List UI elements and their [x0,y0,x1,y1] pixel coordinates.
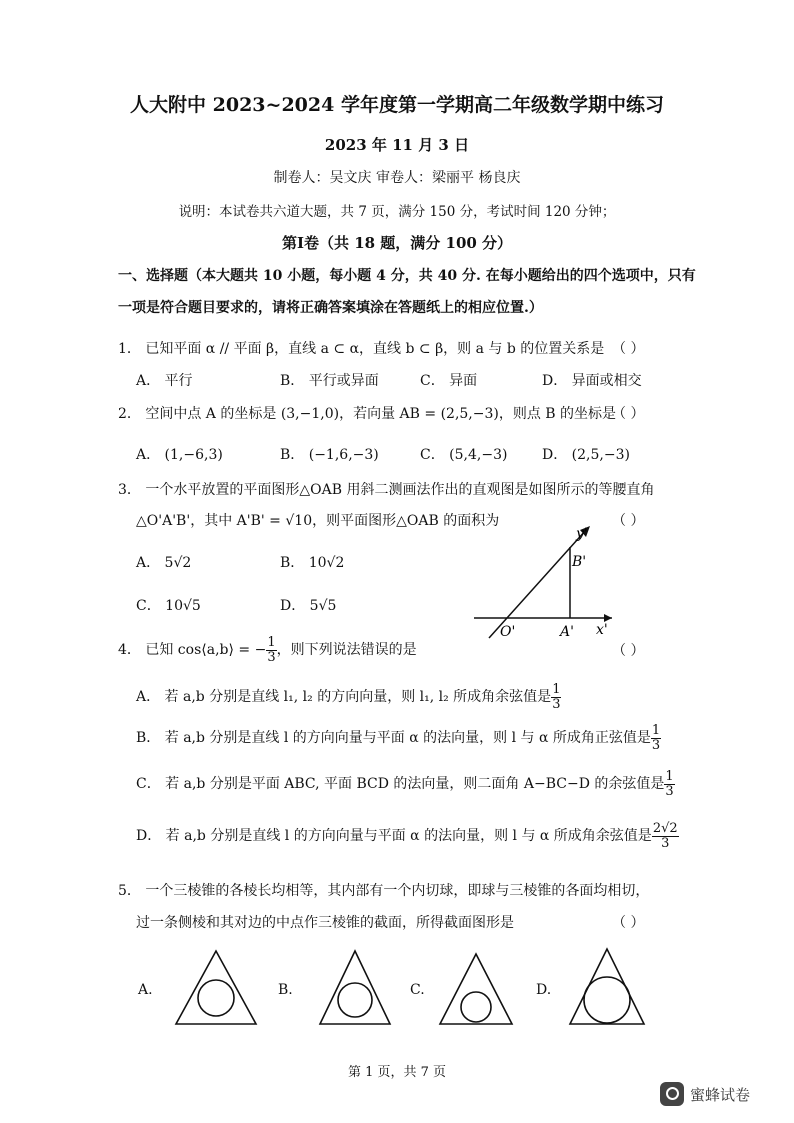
q3-option-a: A． 5√2 [136,555,192,571]
watermark-logo-icon [660,1082,684,1106]
q1-stem: 1． 已知平面 α // 平面 β，直线 a ⊂ α，直线 b ⊂ β，则 a 与 b 的位置关系是 [118,341,605,357]
q2-option-a: A． (1,−6,3) [136,447,223,463]
label-a: A' [560,624,574,640]
q4-stem-den: 3 [267,649,276,665]
q4-option-c-num: 1 [665,769,674,784]
q1-option-a: A． 平行 [136,373,193,389]
q4-option-a-text: A． 若 a,b 分别是直线 l₁, l₂ 的方向向量，则 l₁, l₂ 所成角余弦值是 [136,689,552,706]
q5-option-b-triangle [320,951,390,1024]
q5-option-a-label: A. [138,982,153,998]
q3-option-c: C． 10√5 [136,598,201,614]
q5-stem-line1: 5． 一个三棱锥的各棱长均相等，其内部有一个内切球，即球与三棱锥的各面均相切， [118,883,650,899]
q4-option-d-text: D． 若 a,b 分别是直线 l 的方向向量与平面 α 的法向量，则 l 与 α 所成角余弦值是 [136,828,652,845]
q3-stem-line2: △O'A'B'，其中 A'B' = √10，则平面图形△OAB 的面积为 [136,513,500,529]
q3-stem-line1: 3． 一个水平放置的平面图形△OAB 用斜二测画法作出的直观图是如图所示的等腰直角 [118,482,655,498]
q1-answer-paren: （ ） [612,341,645,357]
label-x: x' [596,622,608,638]
q5-option-c-circle [461,992,491,1022]
q5-option-d-label: D. [536,982,552,998]
section-heading: 第Ⅰ卷（共 18 题，满分 100 分） [281,234,513,252]
part1-instructions-line2: 一项是符合题目要求的，请将正确答案填涂在答题纸上的相应位置.） [118,300,543,316]
q2-answer-paren: （ ） [612,406,645,422]
q5-option-b-circle [338,983,372,1017]
q2-option-d: D． (2,5,−3) [542,447,630,463]
q4-option-c-text: C． 若 a,b 分别是平面 ABC, 平面 BCD 的法向量，则二面角 A−BC−D 的余弦值是 [136,776,665,793]
exam-note: 说明：本试卷共六道大题，共 7 页，满分 150 分，考试时间 120 分钟； [178,204,616,220]
q5-option-d-circle [584,977,630,1023]
q4-option-b-text: B． 若 a,b 分别是直线 l 的方向向量与平面 α 的法向量，则 l 与 α 所成角正弦值是 [136,730,651,747]
q5-option-c-triangle [440,954,512,1024]
label-o: O' [500,624,516,640]
part1-instructions-line1: 一、选择题（本大题共 10 小题，每小题 4 分，共 40 分. 在每小题给出的四个选项中，只有 [118,268,696,284]
exam-date: 2023 年 11 月 3 日 [324,136,470,154]
q4-answer-paren: （ ） [612,643,645,659]
q4-option-a-den: 3 [552,696,561,712]
q4-option-b-num: 1 [651,723,661,738]
q5-option-a-triangle [176,951,256,1024]
q5-stem-line2: 过一条侧棱和其对边的中点作三棱锥的截面，所得截面图形是 [136,915,514,931]
q4-option-c-den: 3 [665,783,674,799]
q1-option-c: C． 异面 [420,373,478,389]
q4-stem-pre: 4． 已知 cos⟨a,b⟩ = − [118,642,267,659]
q4-option-d-num: 2√2 [652,821,678,836]
q4-stem-post: ，则下列说法错误的是 [276,642,417,659]
q2-stem: 2． 空间中点 A 的坐标是 (3,−1,0)，若向量 AB = (2,5,−3)，则点 B 的坐标是 [118,406,617,422]
exam-authors: 制卷人：吴文庆 审卷人：梁丽平 杨良庆 [273,170,521,186]
label-b: B' [572,554,587,570]
q5-option-a-circle [198,980,234,1016]
watermark-text: 蜜蜂试卷 [690,1085,751,1104]
q4-stem-num: 1 [267,635,276,650]
q1-option-d: D． 异面或相交 [542,373,642,389]
q1-option-b: B． 平行或异面 [280,373,379,389]
q4-option-a-num: 1 [552,682,561,697]
q3-option-b: B． 10√2 [280,555,345,571]
q4-option-d-den: 3 [661,835,670,851]
watermark [660,1082,750,1106]
q5-answer-paren: （ ） [612,915,645,931]
q2-option-b: B． (−1,6,−3) [280,447,379,463]
q3-answer-paren: （ ） [612,513,645,529]
q5-option-b-label: B. [278,982,293,998]
q2-option-c: C． (5,4,−3) [420,447,508,463]
label-y: y' [576,526,588,542]
q5-option-c-label: C. [410,982,425,998]
q5-option-d-triangle [570,949,644,1024]
exam-title: 人大附中 2023~2024 学年度第一学期高二年级数学期中练习 [130,94,664,116]
q3-option-d: D． 5√5 [280,598,337,614]
q4-option-b-den: 3 [651,737,661,753]
page-footer: 第 1 页，共 7 页 [347,1065,447,1080]
